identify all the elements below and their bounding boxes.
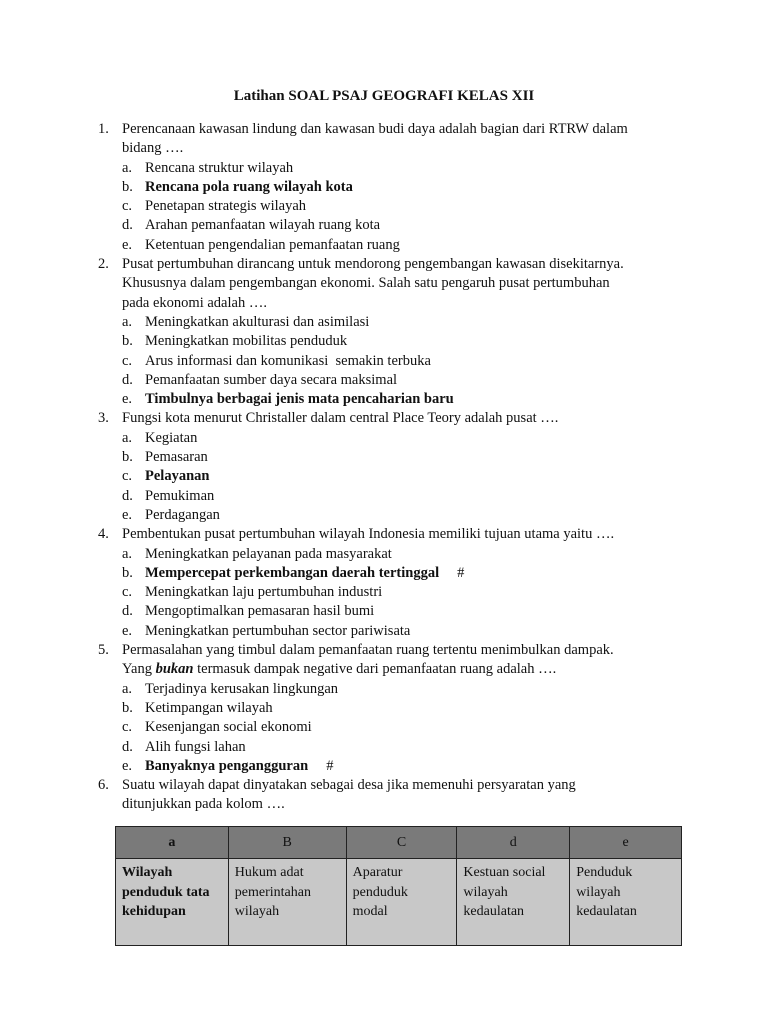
option-letter: a. bbox=[122, 159, 133, 176]
question-number: 5. bbox=[98, 642, 109, 659]
option-letter: e. bbox=[122, 506, 133, 523]
option-letter: d. bbox=[122, 603, 133, 620]
question-text-post: termasuk dampak negative dari pemanfaatan ruang adalah …. bbox=[193, 661, 557, 678]
option-text: Mengoptimalkan pemasaran hasil bumi bbox=[145, 603, 375, 620]
option-letter: c. bbox=[122, 352, 133, 369]
table-cell bbox=[570, 859, 682, 946]
option-text: Kesenjangan social ekonomi bbox=[145, 719, 312, 736]
cell-line: penduduk tata bbox=[122, 884, 210, 900]
question-text: Suatu wilayah dapat dinyatakan sebagai desa jika memenuhi persyaratan yang bbox=[122, 777, 576, 794]
question-text-pre: Yang bbox=[122, 661, 156, 678]
option-e bbox=[122, 622, 668, 641]
option-b bbox=[122, 564, 668, 583]
cell-line: wilayah bbox=[234, 904, 280, 919]
option-text: Meningkatkan mobilitas penduduk bbox=[145, 333, 348, 350]
option-a bbox=[122, 313, 668, 332]
option-b bbox=[122, 699, 668, 718]
table-cell bbox=[346, 859, 457, 946]
question-text: Khususnya dalam pengembangan ekonomi. Salah satu pengaruh pusat pertumbuhan bbox=[122, 275, 610, 292]
question-text: Permasalahan yang timbul dalam pemanfaatan ruang tertentu menimbulkan dampak. bbox=[122, 642, 614, 659]
question-2 bbox=[98, 255, 668, 409]
option-text-answer: Rencana pola ruang wilayah kota bbox=[145, 178, 353, 195]
cell-line: kedaulatan bbox=[463, 904, 525, 919]
page-title: Latihan SOAL PSAJ GEOGRAFI KELAS XII bbox=[233, 88, 535, 104]
option-text: Arus informasi dan komunikasi semakin terbuka bbox=[145, 352, 431, 369]
question-text: Perencanaan kawasan lindung dan kawasan budi daya adalah bagian dari RTRW dalam bbox=[122, 121, 628, 137]
option-letter: e. bbox=[122, 236, 133, 253]
question-emphasis: bukan bbox=[155, 661, 194, 678]
question-number: 2. bbox=[98, 256, 109, 273]
option-text: Pemasaran bbox=[145, 449, 208, 466]
option-b bbox=[122, 178, 668, 197]
cell-line: Penduduk bbox=[576, 865, 633, 880]
option-text: Meningkatkan pelayanan pada masyarakat bbox=[145, 545, 392, 562]
option-letter: b. bbox=[122, 449, 133, 466]
option-text: Alih fungsi lahan bbox=[145, 738, 246, 755]
cell-line: pemerintahan bbox=[234, 884, 311, 900]
option-d bbox=[122, 602, 668, 621]
cell-line: penduduk bbox=[352, 884, 408, 900]
table-header: C bbox=[346, 827, 457, 859]
table-header-row bbox=[116, 827, 682, 859]
option-d bbox=[122, 738, 668, 757]
option-text-answer: Pelayanan bbox=[145, 468, 210, 485]
cell-line: Hukum adat bbox=[234, 865, 304, 880]
question-4 bbox=[98, 525, 668, 641]
option-letter: d. bbox=[122, 217, 133, 234]
option-b bbox=[122, 332, 668, 351]
cell-line: modal bbox=[352, 904, 388, 919]
question-text: pada ekonomi adalah …. bbox=[122, 294, 267, 311]
option-text: Meningkatkan pertumbuhan sector pariwisata bbox=[145, 622, 411, 639]
option-text-answer: Mempercepat perkembangan daerah tertinggal bbox=[145, 564, 440, 581]
option-letter: a. bbox=[122, 429, 133, 446]
option-letter: d. bbox=[122, 738, 133, 755]
option-text: Kegiatan bbox=[145, 429, 198, 446]
question-number: 3. bbox=[98, 410, 109, 427]
option-text-answer: Banyaknya pengangguran bbox=[145, 757, 309, 774]
cell-line: wilayah bbox=[463, 884, 508, 900]
option-letter: b. bbox=[122, 333, 133, 350]
question-text: bidang …. bbox=[122, 140, 184, 157]
option-d bbox=[122, 487, 668, 506]
cell-line: Kestuan social bbox=[463, 865, 546, 880]
option-letter: d. bbox=[122, 487, 133, 504]
option-a bbox=[122, 159, 668, 178]
option-e bbox=[122, 506, 668, 525]
question-text: Pusat pertumbuhan dirancang untuk mendorong pengembangan kawasan disekitarnya. bbox=[122, 256, 624, 273]
option-text: Terjadinya kerusakan lingkungan bbox=[145, 680, 339, 697]
question-number: 6. bbox=[98, 777, 109, 794]
table-cell bbox=[116, 859, 229, 946]
option-letter: e. bbox=[122, 622, 133, 639]
question-text-line-2 bbox=[122, 660, 668, 679]
option-c bbox=[122, 467, 668, 486]
option-text: Ketimpangan wilayah bbox=[145, 699, 273, 716]
option-text: Meningkatkan akulturasi dan asimilasi bbox=[145, 313, 370, 330]
option-e bbox=[122, 757, 668, 776]
cell-line: wilayah bbox=[576, 884, 621, 900]
answer-table bbox=[115, 826, 682, 946]
cell-line: Wilayah bbox=[122, 865, 173, 880]
option-c bbox=[122, 352, 668, 371]
option-b bbox=[122, 448, 668, 467]
question-text: ditunjukkan pada kolom …. bbox=[122, 796, 285, 813]
option-text: Ketentuan pengendalian pemanfaatan ruang bbox=[145, 236, 400, 253]
question-number: 1. bbox=[98, 121, 109, 137]
option-letter: a. bbox=[122, 313, 133, 330]
option-c bbox=[122, 718, 668, 737]
table-header: d bbox=[457, 827, 570, 859]
option-a bbox=[122, 680, 668, 699]
question-text: Fungsi kota menurut Christaller dalam central Place Teory adalah pusat …. bbox=[122, 410, 559, 427]
option-letter: c. bbox=[122, 198, 133, 215]
table-row bbox=[116, 859, 682, 946]
table-header: B bbox=[228, 827, 346, 859]
option-letter: d. bbox=[122, 371, 133, 388]
answer-mark: # bbox=[457, 564, 465, 581]
option-text: Rencana struktur wilayah bbox=[145, 159, 294, 176]
option-letter: e. bbox=[122, 391, 133, 408]
table-header: a bbox=[116, 827, 229, 859]
cell-line: kedaulatan bbox=[576, 904, 637, 919]
option-letter: c. bbox=[122, 468, 133, 485]
option-text: Pemanfaatan sumber daya secara maksimal bbox=[145, 371, 398, 388]
option-letter: c. bbox=[122, 584, 133, 601]
option-text: Perdagangan bbox=[145, 506, 220, 523]
option-text: Meningkatkan laju pertumbuhan industri bbox=[145, 584, 383, 601]
question-3 bbox=[98, 409, 668, 525]
option-c bbox=[122, 583, 668, 602]
option-a bbox=[122, 429, 668, 448]
option-letter: e. bbox=[122, 757, 133, 774]
question-5 bbox=[98, 641, 668, 776]
option-letter: a. bbox=[122, 545, 133, 562]
option-letter: b. bbox=[122, 178, 133, 195]
option-letter: a. bbox=[122, 680, 133, 697]
option-c bbox=[122, 197, 668, 216]
question-6 bbox=[98, 776, 668, 815]
answer-mark: # bbox=[326, 757, 334, 774]
table-header: e bbox=[570, 827, 682, 859]
cell-line: Aparatur bbox=[352, 865, 403, 880]
question-number: 4. bbox=[98, 526, 109, 543]
option-text: Penetapan strategis wilayah bbox=[145, 198, 307, 215]
option-text-answer: Timbulnya berbagai jenis mata pencaharian baru bbox=[145, 391, 454, 408]
option-letter: b. bbox=[122, 699, 133, 716]
option-text: Pemukiman bbox=[145, 487, 215, 504]
option-text: Arahan pemanfaatan wilayah ruang kota bbox=[145, 217, 381, 234]
option-d bbox=[122, 216, 668, 235]
option-e bbox=[122, 390, 668, 409]
question-1 bbox=[98, 120, 668, 255]
table-cell bbox=[228, 859, 346, 946]
option-letter: b. bbox=[122, 564, 133, 581]
question-text: Pembentukan pusat pertumbuhan wilayah Indonesia memiliki tujuan utama yaitu …. bbox=[122, 526, 615, 543]
table-cell bbox=[457, 859, 570, 946]
option-letter: c. bbox=[122, 719, 133, 736]
question-list bbox=[98, 120, 668, 815]
option-a bbox=[122, 545, 668, 564]
cell-line: kehidupan bbox=[122, 904, 186, 919]
option-d bbox=[122, 371, 668, 390]
option-e bbox=[122, 236, 668, 255]
